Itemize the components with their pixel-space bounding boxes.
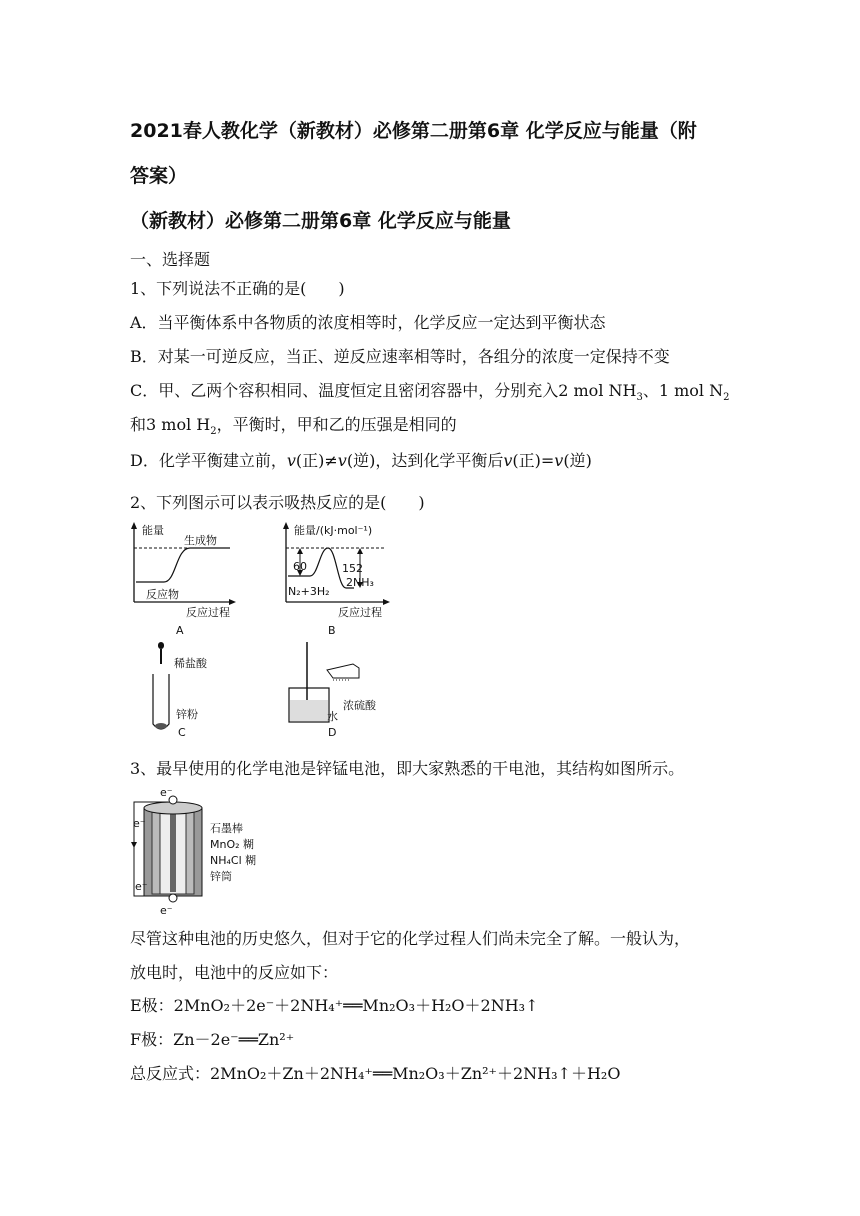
battery-label-graphite: 石墨棒 [210, 822, 243, 835]
question-2-stem: 2、下列图示可以表示吸热反应的是( ) [130, 493, 425, 512]
question-1-stem: 1、下列说法不正确的是( ) [130, 279, 345, 298]
figure-d-acid-label: 浓硫酸 [343, 699, 376, 712]
figure-b-product-label: 2NH₃ [346, 576, 374, 589]
question-1-option-b: B．对某一可逆反应，当正、逆反应速率相等时，各组分的浓度一定保持不变 [130, 347, 670, 366]
battery-label-zinc: 锌筒 [210, 870, 232, 883]
battery-electron-bottom: e⁻ [160, 904, 173, 917]
question-1-option-c-line2: 和3 mol $H_2$，平衡时，甲和乙的压强是相同的 [130, 415, 457, 438]
question-1-option-a: A．当平衡体系中各物质的浓度相等时，化学反应一定达到平衡状态 [130, 313, 606, 332]
section-heading: 一、选择题 [130, 250, 211, 269]
question-1-option-c-line1: C．甲、乙两个容积相同、温度恒定且密闭容器中，分别充入2 mol $NH_3$、1 mol $N_2$ [130, 381, 730, 404]
figure-a-x-label: 反应过程 [186, 606, 230, 619]
battery-electron-top: e⁻ [160, 786, 173, 799]
question-1-option-d: D．化学平衡建立前，v(正)≠v(逆)，达到化学平衡后v(正)=v(逆) [130, 451, 592, 470]
question-3-paragraph-line2: 放电时，电池中的反应如下： [130, 963, 339, 982]
battery-electron-left: e⁻ [133, 817, 146, 830]
figure-a-energy-diagram [128, 520, 238, 640]
question-3-stem: 3、最早使用的化学电池是锌锰电池，即大家熟悉的干电池，其结构如图所示。 [130, 759, 685, 778]
figure-b-x-label: 反应过程 [338, 606, 382, 619]
figure-c-acid-label: 稀盐酸 [174, 657, 207, 670]
figure-b-y-label: 能量/(kJ·mol⁻¹) [294, 524, 373, 537]
battery-electron-bottom-left: e⁻ [135, 880, 148, 893]
dry-cell-battery-diagram [122, 786, 212, 914]
equation-f-electrode: F极：Zn－2e⁻══Zn²⁺ [130, 1030, 295, 1049]
document-title-line1: 2021春人教化学（新教材）必修第二册第6章 化学反应与能量（附 [130, 120, 697, 142]
figure-a-product-label: 生成物 [184, 534, 217, 547]
figure-b-energy-diagram [280, 520, 400, 640]
equation-e-electrode: E极：2MnO₂＋2e⁻＋2NH₄⁺══Mn₂O₃＋H₂O＋2NH₃↑ [130, 996, 539, 1015]
figure-d-water-label: 水 [327, 710, 338, 723]
figure-b-tag: B [328, 624, 336, 637]
figure-a-y-label: 能量 [142, 524, 164, 537]
figure-a-reactant-label: 反应物 [146, 588, 179, 601]
figure-b-value-152: 152 [342, 562, 363, 575]
battery-label-mno2: MnO₂ 糊 [210, 838, 255, 851]
figure-c-zinc-label: 锌粉 [176, 708, 198, 721]
battery-label-nh4cl: NH₄Cl 糊 [210, 854, 257, 867]
figure-b-value-60: 60 [293, 560, 307, 573]
figure-d-tag: D [328, 726, 337, 739]
figure-c-tag: C [178, 726, 186, 739]
question-3-paragraph-line1: 尽管这种电池的历史悠久，但对于它的化学过程人们尚未完全了解。一般认为， [130, 929, 691, 948]
figure-b-reactant-label: N₂+3H₂ [288, 585, 330, 598]
document-title-line2: 答案） [130, 165, 188, 187]
equation-total: 总反应式：2MnO₂＋Zn＋2NH₄⁺══Mn₂O₃＋Zn²⁺＋2NH₃↑＋H₂O [130, 1064, 621, 1083]
figure-a-tag: A [176, 624, 184, 637]
document-subtitle: （新教材）必修第二册第6章 化学反应与能量 [130, 210, 511, 232]
